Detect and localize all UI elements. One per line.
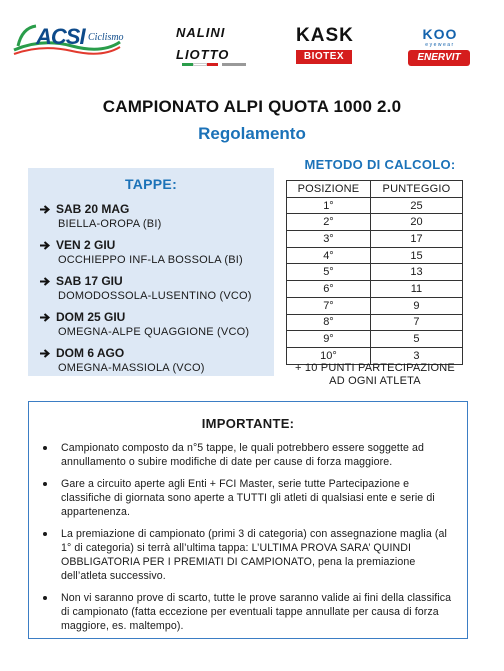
table-row — [287, 281, 463, 298]
arrow-right-icon — [40, 205, 56, 214]
list-item — [41, 477, 455, 519]
list-item-text: Campionato composto da n°5 tappe, le quali potrebbero essere soggette ad annullamento o subire modifiche di date per cause di forza maggiore. — [61, 442, 425, 468]
important-heading: IMPORTANTE: — [201, 416, 295, 431]
table-row — [287, 331, 463, 348]
bullet-icon — [43, 446, 47, 450]
position-cell: 5° — [287, 264, 371, 281]
points-cell: 20 — [370, 214, 462, 231]
stage-date: VEN 2 GIU — [56, 238, 116, 252]
stage-place: OMEGNA-ALPE QUAGGIONE (VCO) — [58, 326, 250, 338]
arrow-right-icon — [40, 241, 56, 250]
points-cell: 9 — [370, 297, 462, 314]
italian-flag-icon — [182, 63, 218, 66]
stage-item — [40, 202, 262, 231]
important-box — [28, 401, 468, 639]
stages-box — [28, 168, 274, 376]
liotto-logo — [176, 46, 248, 64]
stage-item — [40, 238, 262, 267]
position-cell: 3° — [287, 231, 371, 248]
important-list — [41, 441, 455, 633]
points-cell: 3 — [370, 347, 462, 364]
stage-date: DOM 6 AGO — [56, 346, 125, 360]
list-item-text: La premiazione di campionato (primi 3 di categoria) con assegnazione maglia (al 1° di categoria) si terrà all’ultima tappa: L’ULTIMA PROVA SARA’ QUINDI OBBLIGATORIA PER I PREMIATI DI CAMPIONATO, pena la premiazione dell’atleta successivo. — [61, 528, 447, 582]
arrow-right-icon — [40, 349, 56, 358]
arrow-right-icon — [40, 313, 56, 322]
participation-note-line2: AD OGNI ATLETA — [329, 375, 421, 387]
scoring-table — [286, 180, 463, 365]
position-cell: 2° — [287, 214, 371, 231]
column-header-points: PUNTEGGIO — [370, 181, 462, 198]
enervit-logo: ENERVIT — [408, 50, 470, 66]
points-cell: 5 — [370, 331, 462, 348]
stage-item — [40, 346, 262, 375]
arrow-right-icon — [40, 277, 56, 286]
participation-note — [280, 362, 470, 388]
column-header-position: POSIZIONE — [287, 181, 371, 198]
biotex-logo: BIOTEX — [296, 50, 352, 64]
list-item — [41, 591, 455, 633]
position-cell: 9° — [287, 331, 371, 348]
points-cell: 11 — [370, 281, 462, 298]
bullet-icon — [43, 596, 47, 600]
table-row — [287, 314, 463, 331]
nalini-logo — [176, 24, 256, 40]
stage-place: OCCHIEPPO INF-LA BOSSOLA (BI) — [58, 254, 243, 266]
stage-place: BIELLA-OROPA (BI) — [58, 218, 162, 230]
stage-date: DOM 25 GIU — [56, 310, 126, 324]
position-cell: 1° — [287, 197, 371, 214]
list-item — [41, 441, 455, 469]
acsi-logo — [12, 20, 122, 60]
document-title: CAMPIONATO ALPI QUOTA 1000 2.0 — [102, 97, 402, 116]
list-item-text: Gare a circuito aperte agli Enti + FCI Master, serie tutte Partecipazione e classifiche di giornata sono aperte a TUTTI gli atleti di qualsiasi ente e serie di appartenenza. — [61, 478, 435, 518]
table-row — [287, 214, 463, 231]
kask-logo — [296, 25, 356, 45]
table-row — [287, 231, 463, 248]
points-cell: 13 — [370, 264, 462, 281]
acsi-logo-text: ACSI — [36, 24, 85, 49]
stage-item — [40, 274, 262, 303]
points-cell: 17 — [370, 231, 462, 248]
sponsor-logo-band — [0, 0, 504, 80]
acsi-logo-sub: Ciclismo — [88, 32, 124, 43]
stage-date: SAB 17 GIU — [56, 274, 123, 288]
document-subtitle: Regolamento — [198, 124, 306, 143]
stage-place: OMEGNA-MASSIOLA (VCO) — [58, 362, 205, 374]
table-header-row — [287, 181, 463, 198]
table-row — [287, 197, 463, 214]
nalini-logo-text: NALINI — [176, 25, 226, 40]
position-cell: 8° — [287, 314, 371, 331]
scoring-method-heading: METODO DI CALCOLO: — [304, 157, 456, 172]
stage-place: DOMODOSSOLA-LUSENTINO (VCO) — [58, 290, 252, 302]
liotto-logo-text: LIOTTO — [176, 47, 230, 62]
points-cell: 7 — [370, 314, 462, 331]
list-item-text: Non vi saranno prove di scarto, tutte le prove saranno valide ai fini della classifica di campionato (fatta eccezione per eventuali tappe annullate per causa di forza maggiore, es. maltempo). — [61, 592, 452, 632]
bullet-icon — [43, 482, 47, 486]
table-row — [287, 297, 463, 314]
bullet-icon — [43, 532, 47, 536]
divider-line — [222, 63, 246, 66]
position-cell: 7° — [287, 297, 371, 314]
stage-date: SAB 20 MAG — [56, 202, 130, 216]
position-cell: 6° — [287, 281, 371, 298]
position-cell: 10° — [287, 347, 371, 364]
points-cell: 25 — [370, 197, 462, 214]
kask-logo-text: KASK — [296, 25, 354, 46]
points-cell: 15 — [370, 247, 462, 264]
participation-note-line1: + 10 PUNTI PARTECIPAZIONE — [295, 362, 455, 374]
table-row — [287, 264, 463, 281]
koo-logo-sub: eyewear — [425, 42, 455, 48]
table-row — [287, 247, 463, 264]
stage-item — [40, 310, 262, 339]
position-cell: 4° — [287, 247, 371, 264]
stages-heading: TAPPE: — [124, 176, 178, 192]
koo-logo — [410, 26, 470, 48]
koo-logo-text: KOO — [422, 26, 458, 42]
list-item — [41, 527, 455, 583]
